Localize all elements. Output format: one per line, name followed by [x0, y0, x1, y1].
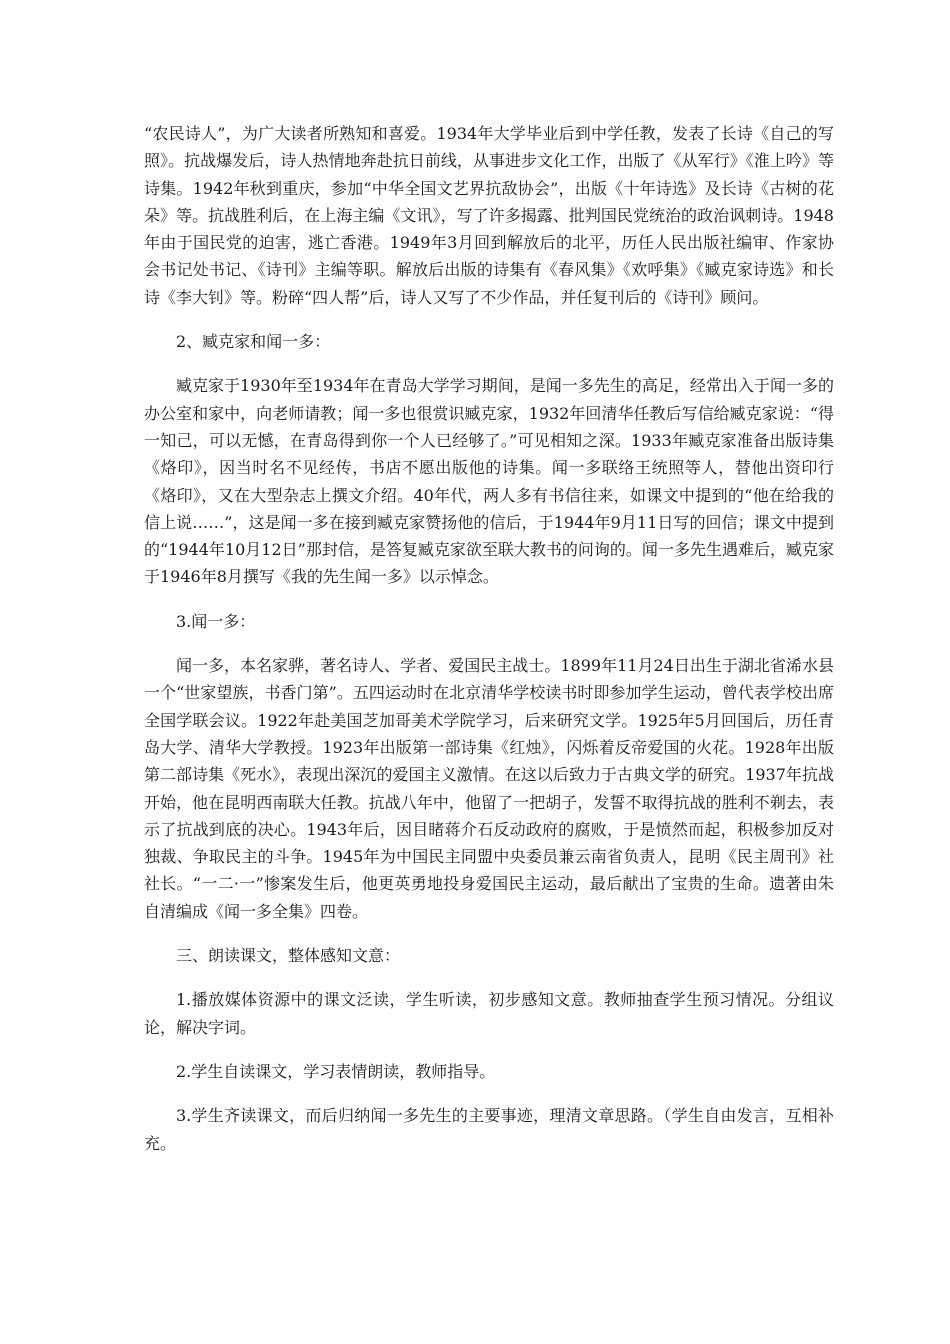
section-heading-wen-yiduo: 3.闻一多： [176, 611, 256, 631]
list-item-step-1: 1.播放媒体资源中的课文泛读，学生听读，初步感知文意。教师抽查学生预习情况。分组议论，解决字词。 [144, 990, 834, 1037]
paragraph-zang-and-wen: 臧克家于1930年至1934年在青岛大学学习期间，是闻一多先生的高足，经常出入于闻一多的办公室和家中，向老师请教；闻一多也很赏识臧克家，1932年回清华任教后写信给臧克家说：“得一知己，可以无憾，在青岛得到你一个人已经够了。”可见相知之深。1933年臧克家准备出版诗集《烙印》，因当时名不见经传，书店不愿出版他的诗集。闻一多联络王统照等人，替他出资印行《烙印》，又在大型杂志上撰文介绍。40年代，两人多有书信往来，如课文中提到的“他在给我的信上说……”，这是闻一多在接到臧克家赞扬他的信后，于1944年9月11日写的回信；课文中提到的“1944年10月12日”那封信，是答复臧克家欲至联大教书的问询的。闻一多先生遇难后，臧克家于1946年8月撰写《我的先生闻一多》以示悼念。 [144, 376, 834, 587]
paragraph-wen-yiduo: 闻一多，本名家骅，著名诗人、学者、爱国民主战士。1899年11月24日出生于湖北省浠水县一个“世家望族，书香门第”。五四运动时在北京清华学校读书时即参加学生运动，曾代表学校出席全国学联会议。1922年赴美国芝加哥美术学院学习，后来研究文学。1925年5月回国后，历任青岛大学、清华大学教授。1923年出版第一部诗集《红烛》，闪烁着反帝爱国的火花。1928年出版第二部诗集《死水》，表现出深沉的爱国主义激情。在这以后致力于古典文学的研究。1937年抗战开始，他在昆明西南联大任教。抗战八年中，他留了一把胡子，发誓不取得抗战的胜利不剃去，表示了抗战到底的决心。1943年后，因目睹蒋介石反动政府的腐败，于是愤然而起，积极参加反对独裁、争取民主的斗争。1945年为中国民主同盟中央委员兼云南省负责人，昆明《民主周刊》社社长。“一二·一”惨案发生后，他更英勇地投身爱国民主运动，最后献出了宝贵的生命。遗著由朱自清编成《闻一多全集》四卷。 [144, 656, 834, 921]
document-body [144, 120, 834, 1174]
list-item-step-3: 3.学生齐读课文，而后归纳闻一多先生的主要事迹，理清文章思路。（学生自由发言，互相补充。 [144, 1106, 834, 1153]
paragraph-poet-biography: “农民诗人”，为广大读者所熟知和喜爱。1934年大学毕业后到中学任教，发表了长诗《自己的写照》。抗战爆发后，诗人热情地奔赴抗日前线，从事进步文化工作，出版了《从军行》《淮上吟》等诗集。1942年秋到重庆，参加“中华全国文艺界抗敌协会”，出版《十年诗选》及长诗《古树的花朵》等。抗战胜利后，在上海主编《文讯》，写了许多揭露、批判国民党统治的政治讽刺诗。1948年由于国民党的迫害，逃亡香港。1949年3月回到解放后的北平，历任人民出版社编审、作家协会书记处书记、《诗刊》主编等职。解放后出版的诗集有《春风集》《欢呼集》《臧克家诗选》和长诗《李大钊》等。粉碎“四人帮”后，诗人又写了不少作品，并任复刊后的《诗刊》顾问。 [144, 124, 834, 307]
list-item-step-2: 2.学生自读课文，学习表情朗读，教师指导。 [176, 1061, 496, 1081]
section-heading-reading: 三、朗读课文，整体感知文意： [176, 946, 401, 966]
section-heading-zang-and-wen: 2、臧克家和闻一多： [176, 332, 331, 352]
